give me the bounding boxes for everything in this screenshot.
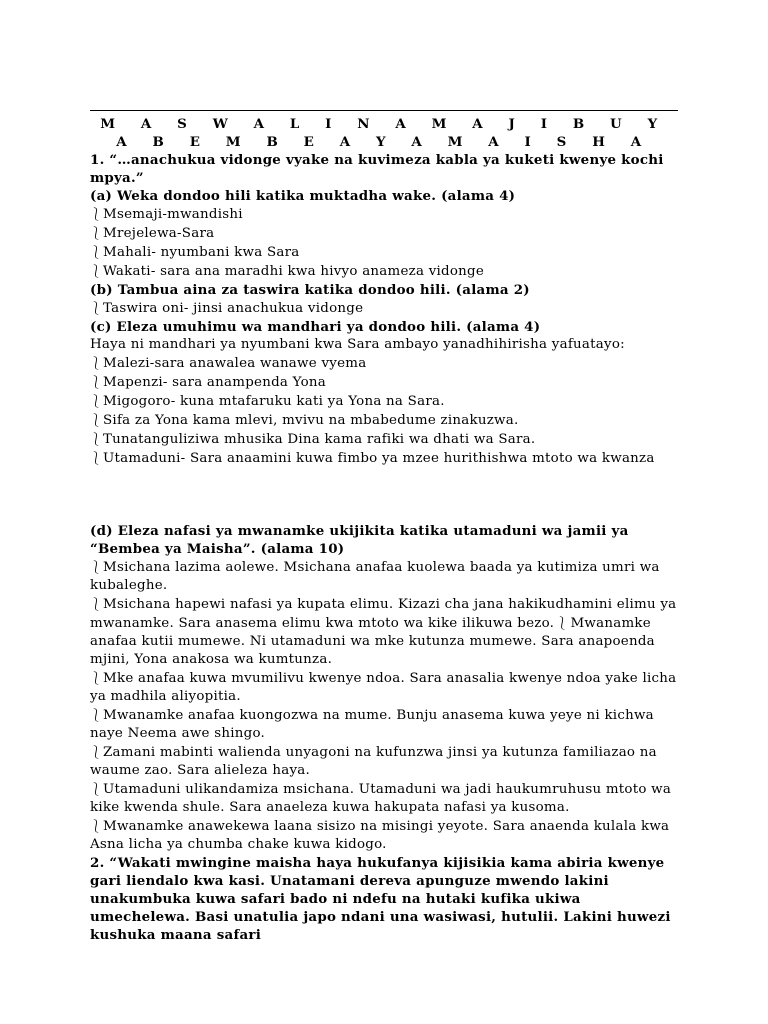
bullet-icon: ⎱	[90, 264, 103, 278]
bullet-icon: ⎱	[90, 207, 103, 221]
list-item: ⎱Wakati- sara ana maradhi kwa hivyo anameza vidonge	[90, 264, 485, 279]
list-item: ⎱Sifa za Yona kama mlevi, mvivu na mbabedume zinakuzwa.	[90, 413, 519, 428]
bullet-icon: ⎱	[90, 226, 103, 240]
bullet-icon: ⎱	[90, 819, 103, 833]
question-1-quote: 1. “…anachukua vidonge vyake na kuvimeza kabla ya kuketi kwenye kochi mpya.”	[90, 152, 664, 186]
document-page	[90, 110, 678, 944]
bullet-icon: ⎱	[90, 451, 103, 465]
bullet-icon: ⎱	[556, 616, 569, 630]
bullet-icon: ⎱	[90, 560, 103, 574]
list-item: ⎱Mwanamke anawekewa laana sisizo na misingi yeyote. Sara anaenda kulala kwa Asna licha ya chumba chake kuwa kidogo.	[90, 819, 670, 852]
question-1a-list	[90, 205, 678, 281]
question-2-quote: 2. “Wakati mwingine maisha haya hukufanya kijisikia kama abiria kwenye gari liendalo kwa kasi. Unatamani dereva apunguze mwendo lakini unakumbuka kuwa safari bado ni ndefu na hutaki kufika ukiwa umechelewa. Basi unatulia japo ndani una wasiwasi, hutulii. Lakini huwezi kushuka maana safari	[90, 855, 671, 943]
inline-list-item: Mwanamke anafaa kutii mumewe. Ni utamaduni wa mke kutunza mumewe. Sara anapoenda mjini, Yona anakosa wa kumtunza.	[90, 616, 655, 667]
question-1d-list	[90, 558, 678, 854]
list-item: ⎱Utamaduni- Sara anaamini kuwa fimbo ya mzee hurithishwa mtoto wa kwanza	[90, 451, 655, 466]
bullet-icon: ⎱	[90, 301, 103, 315]
list-item: ⎱Mwanamke anafaa kuongozwa na mume. Bunju anasema kuwa yeye ni kichwa naye Neema awe shingo.	[90, 708, 654, 741]
list-item: ⎱Mahali- nyumbani kwa Sara	[90, 245, 300, 260]
blank-space	[90, 468, 678, 522]
list-item: ⎱Msemaji-mwandishi	[90, 207, 243, 222]
list-item: ⎱Mrejelewa-Sara	[90, 226, 215, 241]
question-1d-heading: (d) Eleza nafasi ya mwanamke ukijikita katika utamaduni wa jamii ya “Bembea ya Maisha”. (alama 10)	[90, 523, 629, 557]
bullet-icon: ⎱	[90, 708, 103, 722]
question-1c-heading: (c) Eleza umuhimu wa mandhari ya dondoo hili. (alama 4)	[90, 319, 541, 335]
question-1c-intro: Haya ni mandhari ya nyumbani kwa Sara ambayo yanadhihirisha yafuatayo:	[90, 337, 625, 352]
bullet-icon: ⎱	[90, 745, 103, 759]
bullet-icon: ⎱	[90, 671, 103, 685]
list-item: ⎱Malezi-sara anawalea wanawe vyema	[90, 356, 367, 371]
question-1a-heading: (a) Weka dondoo hili katika muktadha wake. (alama 4)	[90, 188, 516, 204]
list-item: ⎱Taswira oni- jinsi anachukua vidonge	[90, 301, 364, 316]
bullet-icon: ⎱	[90, 597, 103, 611]
question-1b-heading: (b) Tambua aina za taswira katika dondoo hili. (alama 2)	[90, 282, 530, 298]
bullet-icon: ⎱	[90, 413, 103, 427]
bullet-icon: ⎱	[90, 245, 103, 259]
list-item: ⎱Tunatanguliziwa mhusika Dina kama rafiki wa dhati wa Sara.	[90, 432, 536, 447]
list-item: ⎱Migogoro- kuna mtafaruku kati ya Yona na Sara.	[90, 394, 445, 409]
list-item: ⎱Msichana hapewi nafasi ya kupata elimu. Kizazi cha jana hakikudhamini elimu ya mwanamke. Sara anasema elimu kwa mtoto wa kike ilikuwa bezo. ⎱ Mwanamke anafaa kutii mumewe. Ni utamaduni wa mke kutunza mumewe. Sara anapoenda mjini, Yona anakosa wa kumtunza.	[90, 597, 677, 667]
question-1c-list	[90, 354, 678, 468]
list-item: ⎱Mapenzi- sara anampenda Yona	[90, 375, 326, 390]
bullet-icon: ⎱	[90, 356, 103, 370]
bullet-icon: ⎱	[90, 394, 103, 408]
bullet-icon: ⎱	[90, 782, 103, 796]
list-item: ⎱Zamani mabinti walienda unyagoni na kufunzwa jinsi ya kutunza familiazao na waume zao. Sara alieleza haya.	[90, 745, 657, 778]
top-rule	[90, 110, 678, 111]
bullet-icon: ⎱	[90, 432, 103, 446]
list-item: ⎱Utamaduni ulikandamiza msichana. Utamaduni wa jadi haukumruhusu mtoto wa kike kwenda shule. Sara anaeleza kuwa hakupata nafasi ya kusoma.	[90, 782, 672, 815]
bullet-icon: ⎱	[90, 375, 103, 389]
list-item: ⎱Msichana lazima aolewe. Msichana anafaa kuolewa baada ya kutimiza umri wa kubaleghe.	[90, 560, 660, 593]
document-title: M A S W A L I N A M A J I B U Y A B E M B E A Y A M A I S H A	[100, 116, 668, 150]
list-item: ⎱Mke anafaa kuwa mvumilivu kwenye ndoa. Sara anasalia kwenye ndoa yake licha ya madhila aliyopitia.	[90, 671, 677, 704]
question-1b-list	[90, 299, 678, 318]
